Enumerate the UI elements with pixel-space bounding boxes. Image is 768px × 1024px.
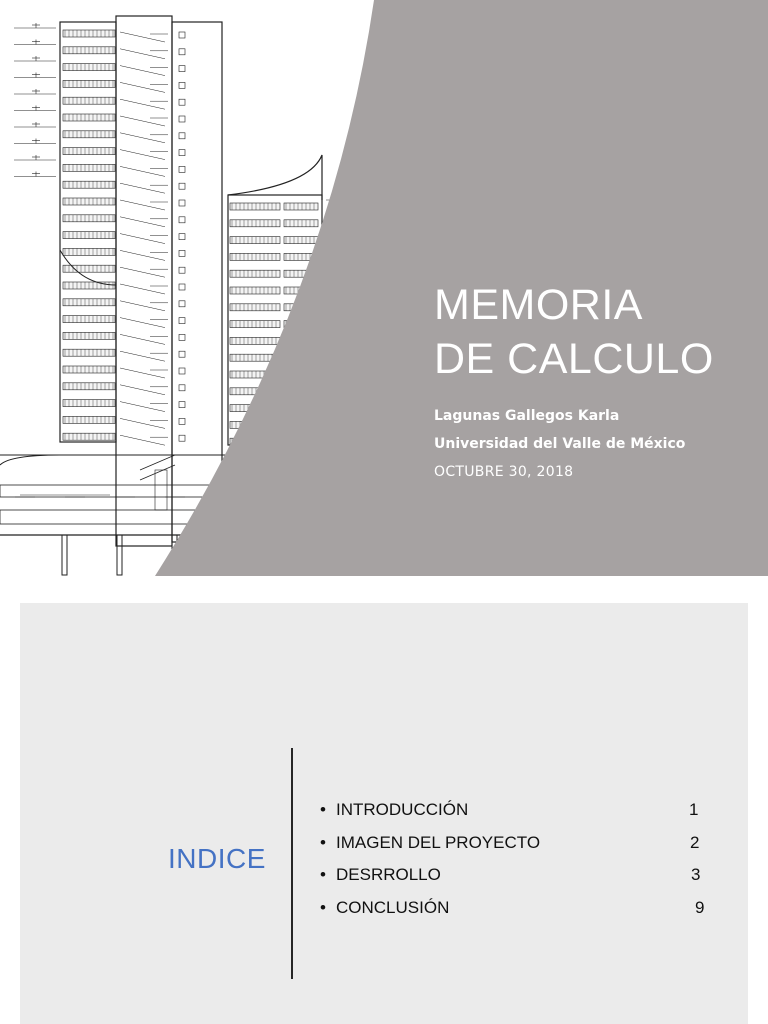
cover-author: Lagunas Gallegos Karla (434, 408, 620, 424)
bullet-icon: • (320, 832, 326, 852)
index-divider (291, 748, 293, 979)
toc-item-page: 9 (695, 897, 705, 917)
cover-institution: Universidad del Valle de México (434, 436, 686, 452)
bullet-icon: • (320, 897, 326, 917)
index-slide (20, 603, 748, 1024)
toc-item-label: INTRODUCCIÓN (336, 800, 469, 819)
toc-item-page: 3 (691, 865, 701, 884)
cover-date: OCTUBRE 30, 2018 (434, 464, 574, 480)
toc-item-label: IMAGEN DEL PROYECTO (336, 832, 541, 852)
bullet-icon: • (320, 800, 326, 819)
toc-item (320, 865, 720, 898)
toc-item (320, 833, 720, 866)
toc-item (320, 800, 720, 833)
toc-item-page: 1 (689, 800, 699, 819)
cover-subtitle (434, 402, 754, 486)
cover-title-line-2: DE CALCULO (434, 335, 714, 383)
toc-item-page: 2 (690, 832, 700, 852)
table-of-contents (320, 800, 720, 930)
toc-item-label: DESRROLLO (336, 865, 441, 884)
bullet-icon: • (320, 865, 326, 884)
toc-item-label: CONCLUSIÓN (336, 897, 450, 917)
toc-item (320, 898, 720, 931)
index-title: INDICE (168, 843, 266, 874)
cover-title-line-1: MEMORIA (434, 281, 643, 329)
cover-title (434, 278, 754, 386)
